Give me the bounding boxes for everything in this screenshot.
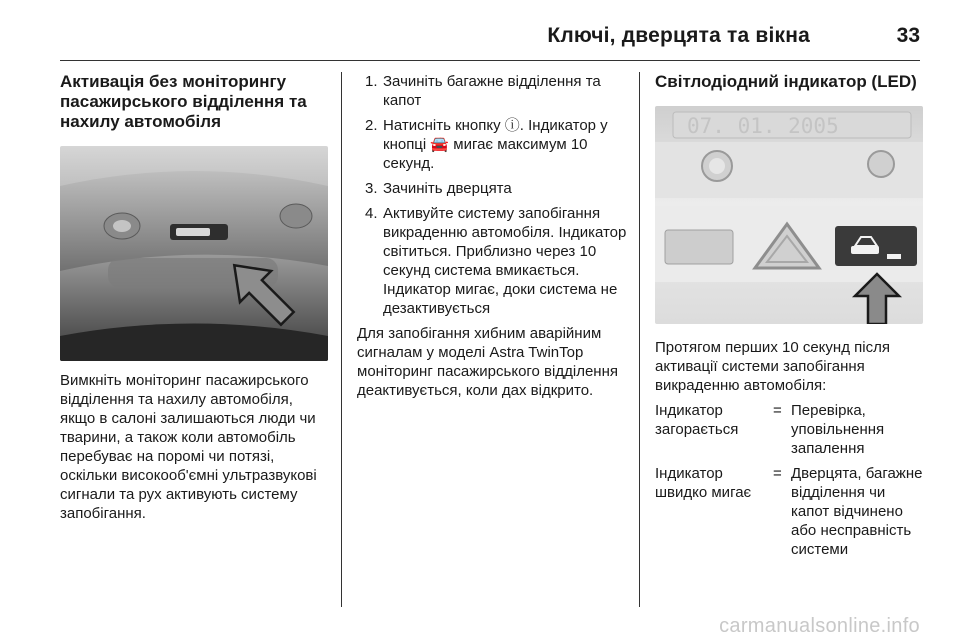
section-heading: Активація без моніторингу пасажирського відділення та нахилу автомобіля bbox=[60, 72, 307, 131]
dashboard-led-indicator-photo-icon bbox=[655, 106, 923, 324]
column-divider bbox=[341, 72, 342, 607]
column-right bbox=[655, 72, 923, 559]
column-divider bbox=[639, 72, 640, 607]
step-list bbox=[357, 72, 629, 318]
info-button-icon: ⓘ bbox=[504, 116, 520, 134]
body-paragraph: Вимкніть моніторинг пасажирського відділення та нахилу автомобіля, якщо в салоні залишаються люди чи тварини, а також коли автомобіль перебуває на поромі чи потязі, оскільки високооб'ємні ультразвукові сигнали та рух активують систему запобігання. bbox=[60, 372, 317, 522]
page-number: 33 bbox=[896, 24, 920, 47]
watermark: carmanualsonline.info bbox=[719, 615, 920, 637]
legend-row: Індикатор загорається = Перевірка, уповільнення запалення bbox=[655, 402, 885, 457]
ceiling-console-button-photo-icon bbox=[60, 146, 328, 361]
column-left bbox=[60, 72, 328, 523]
clock-display: 07. 01. 2005 bbox=[687, 114, 839, 138]
list-item: 4. Активуйте систему запобігання викраденню автомобіля. Індикатор світиться. Приблизно через 10 секунд система вмикається. Індикатор мигає, доки система не дезактивується bbox=[365, 205, 627, 317]
intro-paragraph: Протягом перших 10 секунд після активації системи запобігання викраденню автомобіля: bbox=[655, 339, 890, 394]
list-item: 1. Зачиніть багажне відділення та капот bbox=[365, 73, 601, 109]
page-header bbox=[60, 10, 920, 61]
note-paragraph: Для запобігання хибним аварійним сигналам у моделі Astra TwinTop моніторинг пасажирського відділення деактивується, коли дах відкрито. bbox=[357, 325, 618, 399]
section-heading: Світлодіодний індикатор (LED) bbox=[655, 72, 917, 91]
car-alarm-icon: 🚘 bbox=[430, 135, 450, 153]
chapter-title: Ключі, дверцята та вікна bbox=[547, 24, 810, 47]
list-item: 2. Натисніть кнопку ⓘ. Індикатор у кнопці 🚘 мигає максимум 10 секунд. bbox=[365, 116, 608, 172]
legend-row: Індикатор швидко мигає = Дверцята, багажне відділення чи капот відчинено або несправність системи bbox=[655, 465, 923, 558]
column-middle bbox=[357, 72, 629, 400]
ceiling-console-photo bbox=[60, 146, 328, 361]
led-indicator-photo bbox=[655, 106, 923, 324]
list-item: 3. Зачиніть дверцята bbox=[365, 180, 512, 197]
